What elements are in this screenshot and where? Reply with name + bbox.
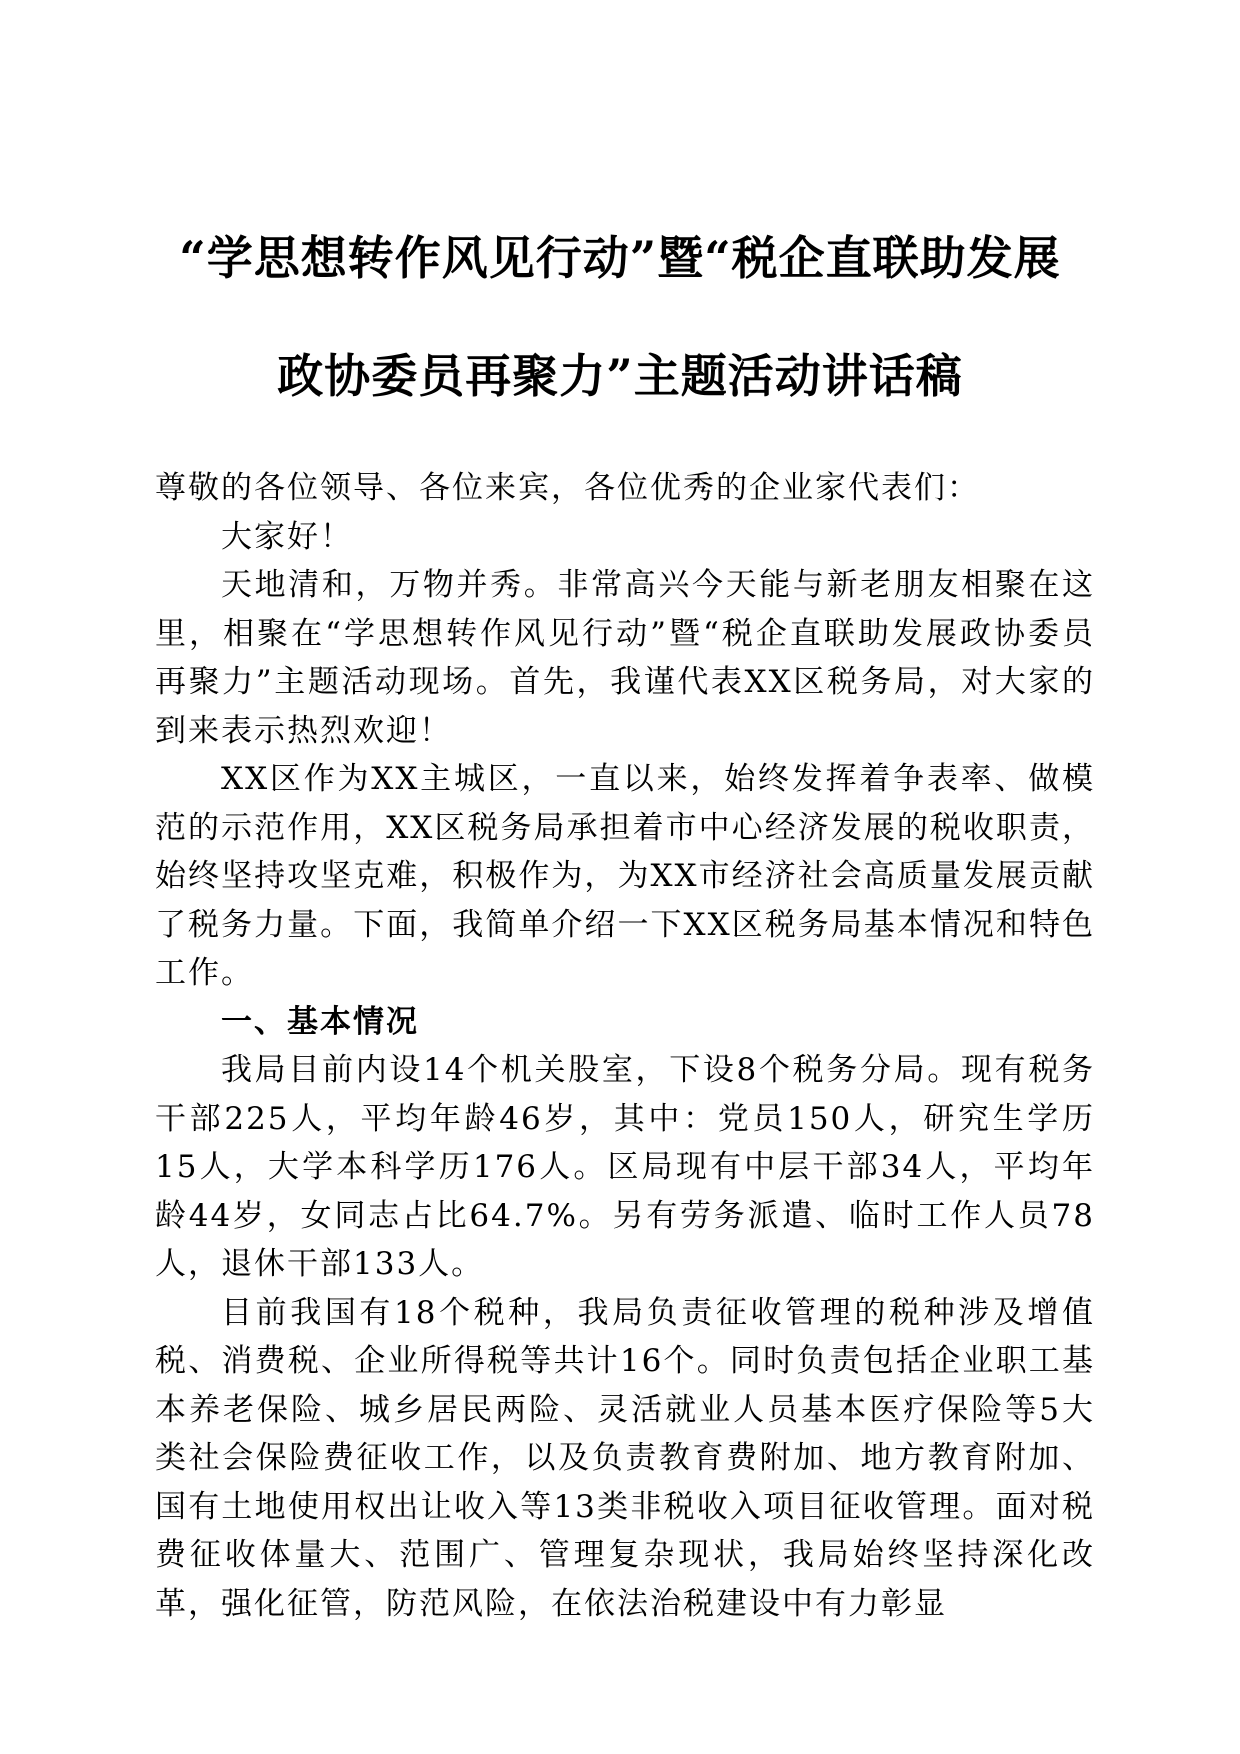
- salutation: 尊敬的各位领导、各位来宾，各位优秀的企业家代表们：: [155, 470, 980, 506]
- document-title-line-2: 政协委员再聚力”主题活动讲话稿: [277, 349, 963, 403]
- greeting: 大家好！: [221, 518, 353, 555]
- paragraph-staffing: 我局目前内设14个机关股室，下设8个税务分局。现有税务干部225人，平均年龄46岁，其中：党员150人，研究生学历15人，大学本科学历176人。区局现有中层干部34人，平均年龄44岁，女同志占比64.7%。另有劳务派遣、临时工作人员78人，退休干部133人。: [155, 1052, 1095, 1282]
- paragraph-tax-scope: 目前我国有18个税种，我局负责征收管理的税种涉及增值税、消费税、企业所得税等共计16个。同时负责包括企业职工基本养老保险、城乡居民两险、灵活就业人员基本医疗保险等5大类社会保险费征收工作，以及负责教育费附加、地方教育附加、国有土地使用权出让收入等13类非税收入项目征收管理。面对税费征收体量大、范围广、管理复杂现状，我局始终坚持深化改革，强化征管，防范风险，在依法治税建设中有力彰显: [155, 1294, 1095, 1622]
- section-heading: 一、基本情况: [221, 1003, 419, 1040]
- paragraph-opening: 天地清和，万物并秀。非常高兴今天能与新老朋友相聚在这里，相聚在“学思想转作风见行动”暨“税企直联助发展政协委员再聚力”主题活动现场。首先，我谨代表XX区税务局，对大家的到来表示热烈欢迎！: [155, 567, 1095, 749]
- document-body: [155, 464, 1095, 1628]
- paragraph-district-intro: XX区作为XX主城区，一直以来，始终发挥着争表率、做模范的示范作用，XX区税务局承担着市中心经济发展的税收职责，始终坚持攻坚克难，积极作为，为XX市经济社会高质量发展贡献了税务力量。下面，我简单介绍一下XX区税务局基本情况和特色工作。: [155, 761, 1095, 991]
- document-title-line-1: “学思想转作风见行动”暨“税企直联助发展: [179, 231, 1061, 285]
